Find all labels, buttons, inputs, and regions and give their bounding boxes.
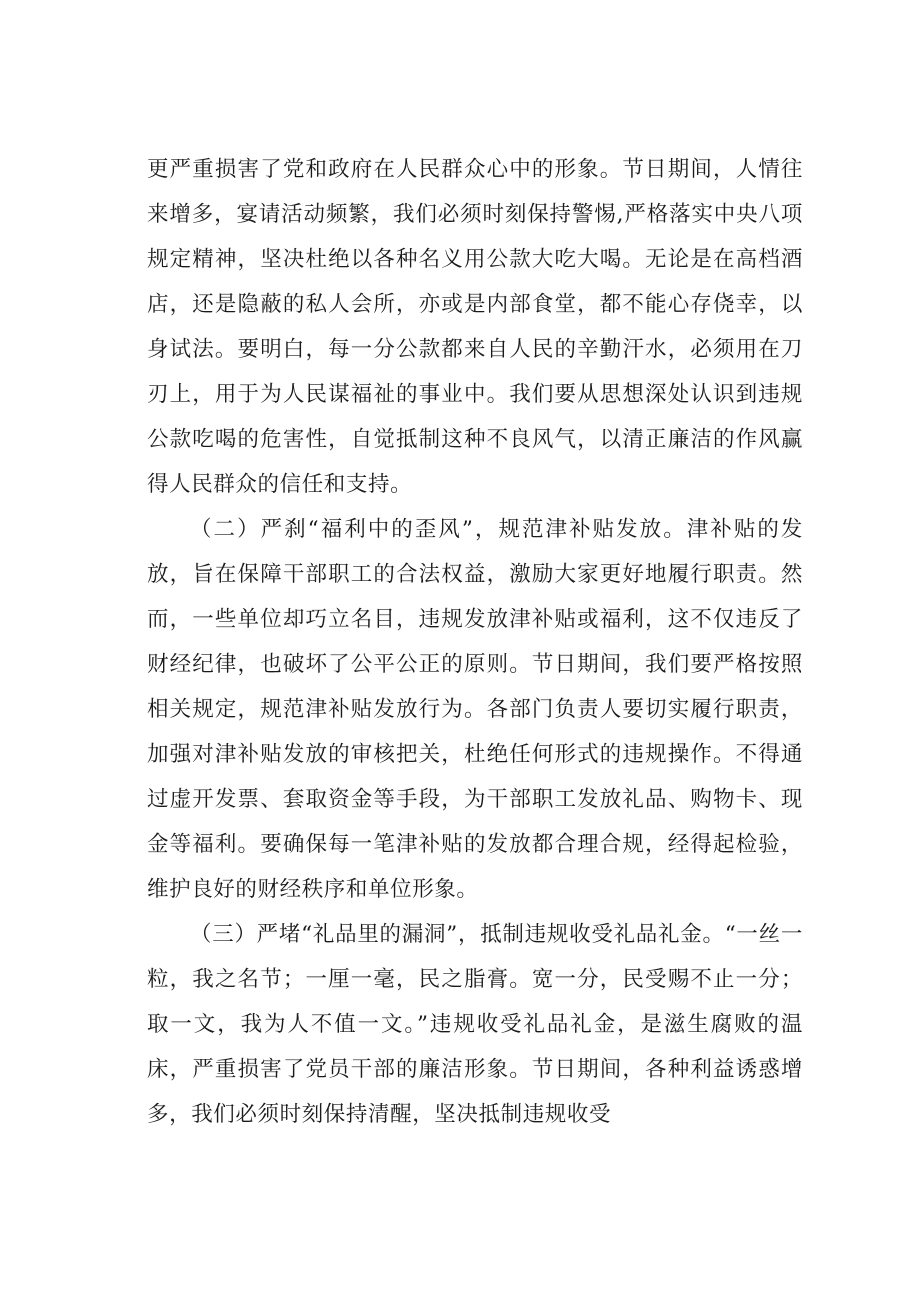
paragraph-section-three: （三）严堵“礼品里的漏洞”，抵制违规收受礼品礼金。“一丝一粒，我之名节；一厘一毫，民之脂膏。宽一分，民受赐不止一分；取一文，我为人不值一文。”违规收受礼品礼金，是滋生腐败的温床，严重损害了党员干部的廉洁形象。节日期间，各种利益诱惑增多，我们必须时刻保持清醒，坚决抵制违规收受 — [147, 922, 803, 1127]
paragraph-continuation: 更严重损害了党和政府在人民群众心中的形象。节日期间，人情往来增多，宴请活动频繁，我们必须时刻保持警惕,严格落实中央八项规定精神，坚决杜绝以各种名义用公款大吃大喝。无论是在高档酒店，还是隐蔽的私人会所，亦或是内部食堂，都不能心存侥幸，以身试法。要明白，每一分公款都来自人民的辛勤汗水，必须用在刀刃上，用于为人民谋福祉的事业中。我们要从思想深处认识到违规公款吃喝的危害性，自觉抵制这种不良风气，以清正廉洁的作风赢得人民群众的信任和支持。 — [147, 157, 803, 497]
document-body — [147, 147, 803, 1137]
paragraph-section-two: （二）严刹“福利中的歪风”，规范津补贴发放。津补贴的发放，旨在保障干部职工的合法权益，激励大家更好地履行职责。然而，一些单位却巧立名目，违规发放津补贴或福利，这不仅违反了财经纪律，也破坏了公平公正的原则。节日期间，我们要严格按照相关规定，规范津补贴发放行为。各部门负责人要切实履行职责，加强对津补贴发放的审核把关，杜绝任何形式的违规操作。不得通过虚开发票、套取资金等手段，为干部职工发放礼品、购物卡、现金等福利。要确保每一笔津补贴的发放都合理合规，经得起检验，维护良好的财经秩序和单位形象。 — [147, 517, 803, 902]
